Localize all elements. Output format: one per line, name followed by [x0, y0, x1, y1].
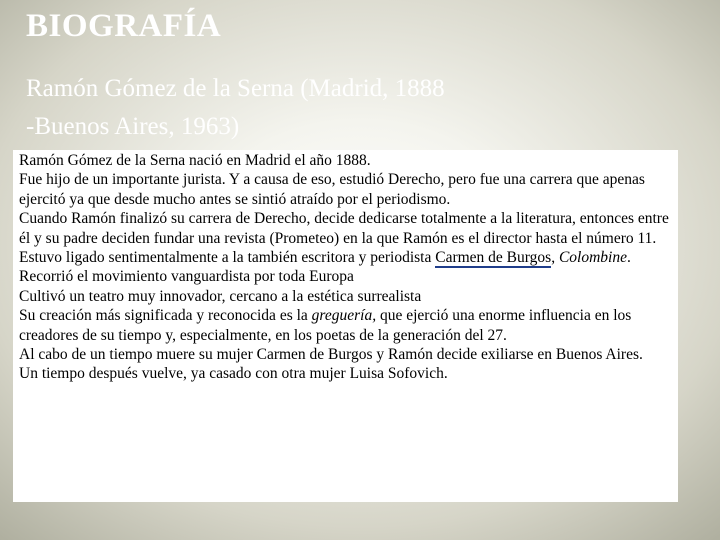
subtitle-line-2: -Buenos Aires, 1963): [26, 113, 240, 140]
paragraph-carmen-text: Estuvo ligado sentimentalmente a la también escritora y periodista: [19, 249, 436, 267]
paragraph-gregueria-text: Su creación más significada y reconocida es la: [19, 307, 312, 325]
paragraph-studies: Fue hijo de un importante jurista. Y a causa de eso, estudió Derecho, pero fue una carrera que apenas ejercitó ya que desde mucho antes se sintió atraído por el periodismo.: [19, 171, 645, 208]
slide-title: BIOGRAFÍA: [26, 8, 222, 44]
paragraph-prometeo: Cuando Ramón finalizó su carrera de Derecho, decide dedicarse totalmente a la literatura, entonces entre él y su padre deciden fundar una revista (Prometeo) en la que Ramón es el director hasta el número 11.: [19, 210, 669, 247]
colombine-italic: Colombine: [558, 249, 627, 267]
biography-text-box: [13, 150, 678, 502]
paragraph-exile: Al cabo de un tiempo muere su mujer Carmen de Burgos y Ramón decide exiliarse en Buenos Aires.: [19, 346, 643, 364]
paragraph-carmen: [19, 248, 672, 267]
gregueria-italic: greguería,: [311, 307, 377, 325]
paragraph-carmen-comma: ,: [551, 249, 559, 267]
slide-subtitle: [26, 70, 646, 146]
paragraph-return: Un tiempo después vuelve, ya casado con otra mujer Luisa Sofovich.: [19, 365, 448, 383]
paragraph-theatre: Cultivó un teatro muy innovador, cercano a la estética surrealista: [19, 287, 422, 305]
paragraph-gregueria: [19, 306, 672, 345]
paragraph-vanguard: Recorrió el movimiento vanguardista por toda Europa: [19, 268, 354, 286]
paragraph-carmen-period: .: [626, 249, 631, 267]
subtitle-line-1: Ramón Gómez de la Serna (Madrid, 1888: [26, 75, 445, 102]
paragraph-gregueria-rest: que ejerció una enorme influencia en los creadores de su tiempo y, especialmente, en los poetas de la generación del 27.: [19, 307, 632, 344]
carmen-de-burgos-link[interactable]: Carmen de Burgos: [435, 249, 552, 267]
paragraph-birth: Ramón Gómez de la Serna nació en Madrid el año 1888.: [19, 152, 371, 169]
